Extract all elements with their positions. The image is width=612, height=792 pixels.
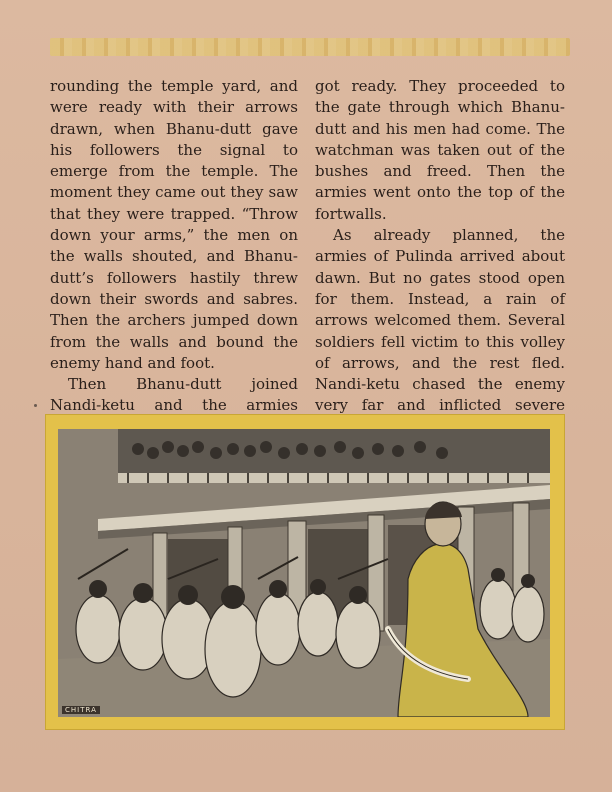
battle-illustration: [58, 429, 550, 717]
left-paragraph-2: Then Bhanu-dutt joined Nandi-ketu and the armies: [50, 375, 298, 415]
illustration-drawing: [58, 429, 550, 717]
right-paragraph-2: As already planned, the armies of Pulinda arrived about dawn. But no gates stood open for them. Instead, a rain of arrows welcomed them. Several soldiers fell victim to this volley of arrows, and the rest fled. Nandi-ketu chased the enemy very far and inflicted severe: [315, 226, 565, 415]
right-column: [315, 76, 565, 438]
text-columns: [50, 76, 565, 415]
decorative-top-band: [50, 38, 570, 56]
print-speck: [34, 404, 37, 407]
illustration-frame: [45, 414, 565, 730]
left-column: [50, 76, 298, 438]
left-paragraph-1: rounding the temple yard, and were ready with their arrows drawn, when Bhanu-dutt gave his followers the signal to emerge from the temple. The moment they came out they saw that they were trapped. “Throw down your arms,” the men on the walls shouted, and Bhanu-dutt’s followers hastily threw down their swords and sabres. Then the archers jumped down from the walls and bound the enemy hand and foot.: [50, 77, 298, 372]
artist-signature: CHITRA: [62, 706, 100, 714]
right-paragraph-1: got ready. They proceeded to the gate through which Bhanu-dutt and his men had come. The watchman was taken out of the bushes and freed. Then the armies went onto the top of the fortwalls.: [315, 77, 565, 223]
